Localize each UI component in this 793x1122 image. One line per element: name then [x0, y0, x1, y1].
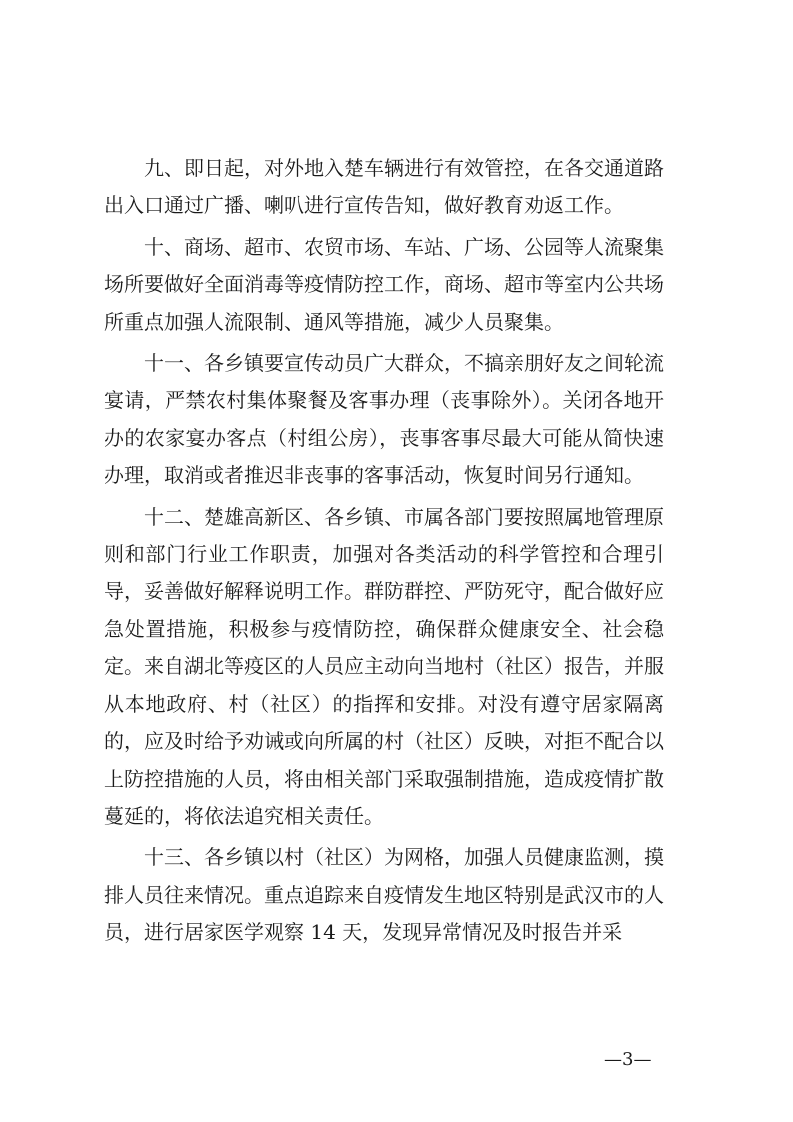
paragraph-item-12: 十二、楚雄高新区、各乡镇、市属各部门要按照属地管理原则和部门行业工作职责，加强对各类活动的科学管控和合理引导，妥善做好解释说明工作。群防群控、严防死守，配合做好应急处置措施，积极参与疫情防控，确保群众健康安全、社会稳定。来自湖北等疫区的人员应主动向当地村（社区）报告，并服从本地政府、村（社区）的指挥和安排。对没有遵守居家隔离的，应及时给予劝诫或向所属的村（社区）反映，对拒不配合以上防控措施的人员，将由相关部门采取强制措施，造成疫情扩散蔓延的，将依法追究相关责任。 [104, 504, 664, 828]
paragraph-item-13: 十三、各乡镇以村（社区）为网格，加强人员健康监测，摸排人员往来情况。重点追踪来自疫情发生地区特别是武汉市的人员，进行居家医学观察 14 天，发现异常情况及时报告并采 [104, 845, 664, 945]
paragraph-item-11: 十一、各乡镇要宣传动员广大群众，不搞亲朋好友之间轮流宴请，严禁农村集体聚餐及客事办理（丧事除外）。关闭各地开办的农家宴办客点（村组公房），丧事客事尽最大可能从简快速办理，取消或者推迟非丧事的客事活动，恢复时间另行通知。 [104, 351, 664, 488]
document-body [104, 150, 664, 956]
paragraph-item-10: 十、商场、超市、农贸市场、车站、广场、公园等人流聚集场所要做好全面消毒等疫情防控工作，商场、超市等室内公共场所重点加强人流限制、通风等措施，减少人员聚集。 [104, 234, 664, 334]
page-number: —3— [604, 1049, 652, 1070]
paragraph-item-9: 九、即日起，对外地入楚车辆进行有效管控，在各交通道路出入口通过广播、喇叭进行宣传告知，做好教育劝返工作。 [104, 156, 664, 218]
